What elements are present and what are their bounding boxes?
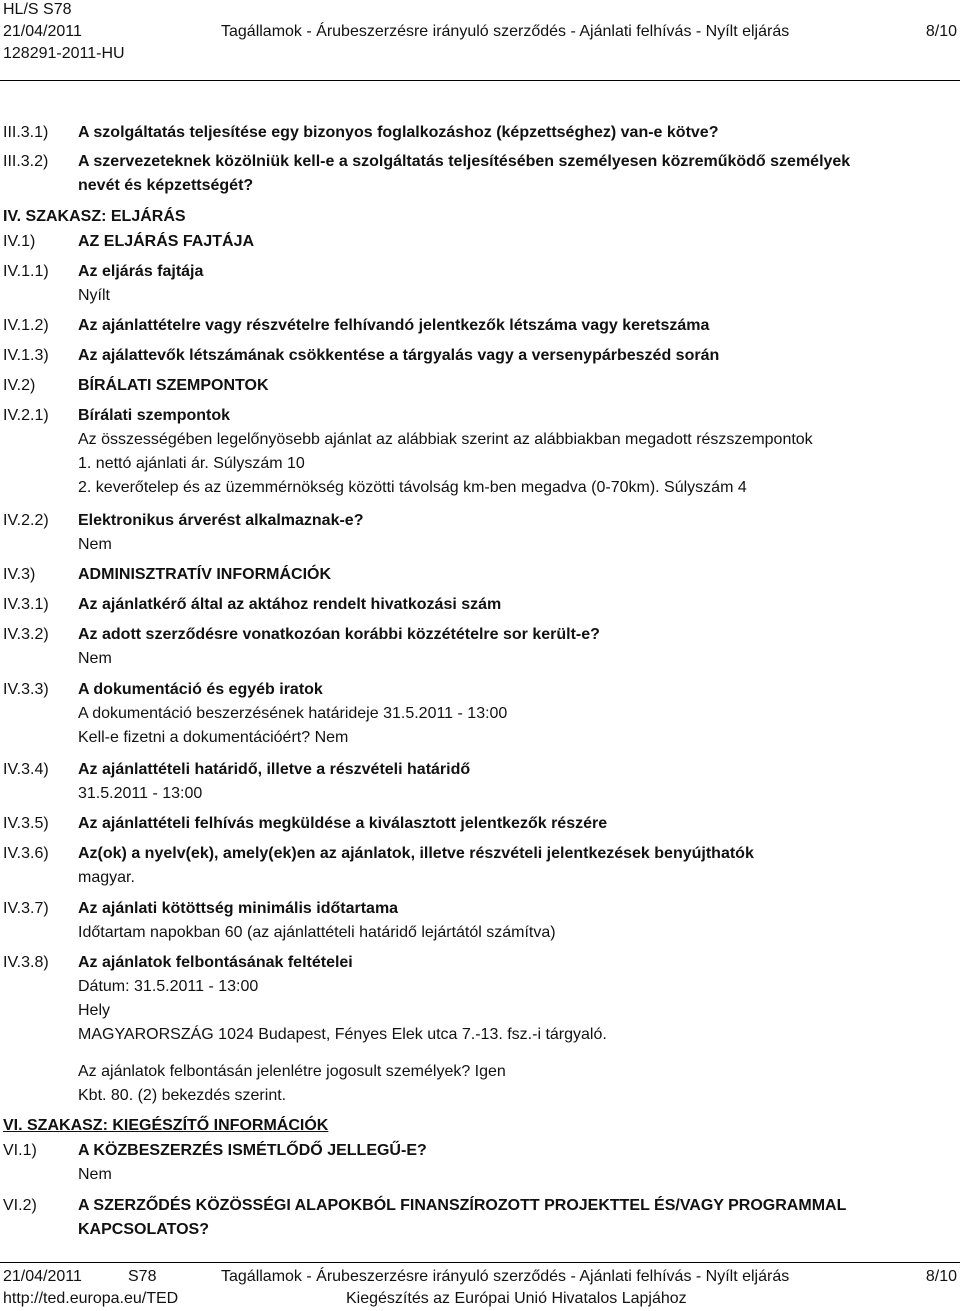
footer-title: Tagállamok - Árubeszerzésre irányuló szerződés - Ajánlati felhívás - Nyílt eljárás: [221, 1268, 790, 1285]
item-heading: nevét és képzettségét?: [78, 177, 254, 194]
item-heading: ADMINISZTRATÍV INFORMÁCIÓK: [78, 566, 332, 583]
item-text: Kbt. 80. (2) bekezdés szerint.: [78, 1087, 287, 1104]
header-divider: [0, 80, 960, 81]
item-number: III.3.1): [3, 124, 49, 141]
item-text: Időtartam napokban 60 (az ajánlattételi határidő lejártától számítva): [78, 924, 556, 941]
footer-series: S78: [128, 1268, 157, 1285]
item-number: IV.1.1): [3, 263, 49, 280]
header-title: Tagállamok - Árubeszerzésre irányuló szerződés - Ajánlati felhívás - Nyílt eljárás: [221, 23, 790, 40]
item-heading: Az ajálattevők létszámának csökkentése a tárgyalás vagy a versenypárbeszéd során: [78, 347, 720, 364]
item-heading: A KÖZBESZERZÉS ISMÉTLŐDŐ JELLEGŰ-E?: [78, 1142, 427, 1159]
item-number: IV.3.6): [3, 845, 49, 862]
item-text: A dokumentáció beszerzésének határideje 31.5.2011 - 13:00: [78, 705, 508, 722]
item-heading: Elektronikus árverést alkalmaznak-e?: [78, 512, 364, 529]
item-text: Az ajánlatok felbontásán jelenlétre jogosult személyek? Igen: [78, 1063, 506, 1080]
item-number: IV.1): [3, 233, 36, 250]
item-heading: Az eljárás fajtája: [78, 263, 204, 280]
item-heading: A SZERZŐDÉS KÖZÖSSÉGI ALAPOKBÓL FINANSZÍROZOTT PROJEKTTEL ÉS/VAGY PROGRAMMAL: [78, 1197, 847, 1214]
doc-id: HL/S S78: [3, 1, 72, 18]
footer-divider: [0, 1262, 960, 1263]
item-heading: A szolgáltatás teljesítése egy bizonyos foglalkozáshoz (képzettséghez) van-e kötve?: [78, 124, 719, 141]
item-number: IV.3.8): [3, 954, 49, 971]
item-number: IV.3.2): [3, 626, 49, 643]
item-text: Nem: [78, 1166, 112, 1183]
item-heading: BÍRÁLATI SZEMPONTOK: [78, 377, 269, 394]
footer-page: 8/10: [925, 1268, 957, 1285]
section-iv-heading: IV. SZAKASZ: ELJÁRÁS: [3, 208, 186, 225]
item-number: IV.3.4): [3, 761, 49, 778]
item-number: IV.3.3): [3, 681, 49, 698]
item-heading: Az ajánlattételre vagy részvételre felhívandó jelentkezők létszáma vagy keretszáma: [78, 317, 710, 334]
item-heading: A dokumentáció és egyéb iratok: [78, 681, 323, 698]
item-number: IV.1.2): [3, 317, 49, 334]
item-text: 31.5.2011 - 13:00: [78, 785, 203, 802]
header-date: 21/04/2011: [3, 23, 82, 40]
item-text: MAGYARORSZÁG 1024 Budapest, Fényes Elek utca 7.-13. fsz.-i tárgyaló.: [78, 1026, 607, 1043]
item-number: VI.1): [3, 1142, 37, 1159]
item-text: Kell-e fizetni a dokumentációért? Nem: [78, 729, 349, 746]
item-number: IV.3.1): [3, 596, 49, 613]
item-text: Hely: [78, 1002, 111, 1019]
item-text: Nem: [78, 536, 112, 553]
item-number: IV.2.2): [3, 512, 49, 529]
item-text: 2. keverőtelep és az üzemmérnökség közötti távolság km-ben megadva (0-70km). Súlyszám 4: [78, 479, 747, 496]
item-heading: KAPCSOLATOS?: [78, 1221, 209, 1238]
item-number: IV.3.7): [3, 900, 49, 917]
item-text: Nem: [78, 650, 112, 667]
item-heading: Az ajánlatok felbontásának feltételei: [78, 954, 353, 971]
item-number: IV.2.1): [3, 407, 49, 424]
item-number: VI.2): [3, 1197, 37, 1214]
item-heading: Az ajánlati kötöttség minimális időtartama: [78, 900, 399, 917]
item-text: 1. nettó ajánlati ár. Súlyszám 10: [78, 455, 305, 472]
item-number: IV.3.5): [3, 815, 49, 832]
item-heading: AZ ELJÁRÁS FAJTÁJA: [78, 233, 255, 250]
item-heading: A szervezeteknek közölniük kell-e a szolgáltatás teljesítésében személyesen közreműködő személyek: [78, 153, 851, 170]
footer-date: 21/04/2011: [3, 1268, 82, 1285]
item-number: III.3.2): [3, 153, 49, 170]
footer-url: http://ted.europa.eu/TED: [3, 1290, 179, 1307]
item-heading: Az ajánlattételi határidő, illetve a részvételi határidő: [78, 761, 471, 778]
item-text: Az összességében legelőnyösebb ajánlat az alábbiak szerint az alábbiakban megadott részszempontok: [78, 431, 813, 448]
page-header: [3, 0, 957, 66]
item-heading: Az(ok) a nyelv(ek), amely(ek)en az ajánlatok, illetve részvételi jelentkezések benyújthatók: [78, 845, 754, 862]
footer-publisher: Kiegészítés az Európai Unió Hivatalos Lapjához: [346, 1290, 687, 1307]
item-heading: Bírálati szempontok: [78, 407, 231, 424]
section-vi-heading: VI. SZAKASZ: KIEGÉSZÍTŐ INFORMÁCIÓK: [3, 1117, 329, 1134]
item-heading: Az ajánlatkérő által az aktához rendelt hivatkozási szám: [78, 596, 502, 613]
page-footer: [3, 1266, 957, 1310]
header-page: 8/10: [925, 23, 957, 40]
item-heading: Az adott szerződésre vonatkozóan korábbi közzétételre sor került-e?: [78, 626, 600, 643]
item-heading: Az ajánlattételi felhívás megküldése a kiválasztott jelentkezők részére: [78, 815, 608, 832]
header-ref: 128291-2011-HU: [3, 45, 125, 62]
item-number: IV.2): [3, 377, 36, 394]
item-number: IV.1.3): [3, 347, 49, 364]
item-text: Nyílt: [78, 287, 110, 304]
item-text: magyar.: [78, 869, 135, 886]
item-text: Dátum: 31.5.2011 - 13:00: [78, 978, 259, 995]
item-number: IV.3): [3, 566, 36, 583]
